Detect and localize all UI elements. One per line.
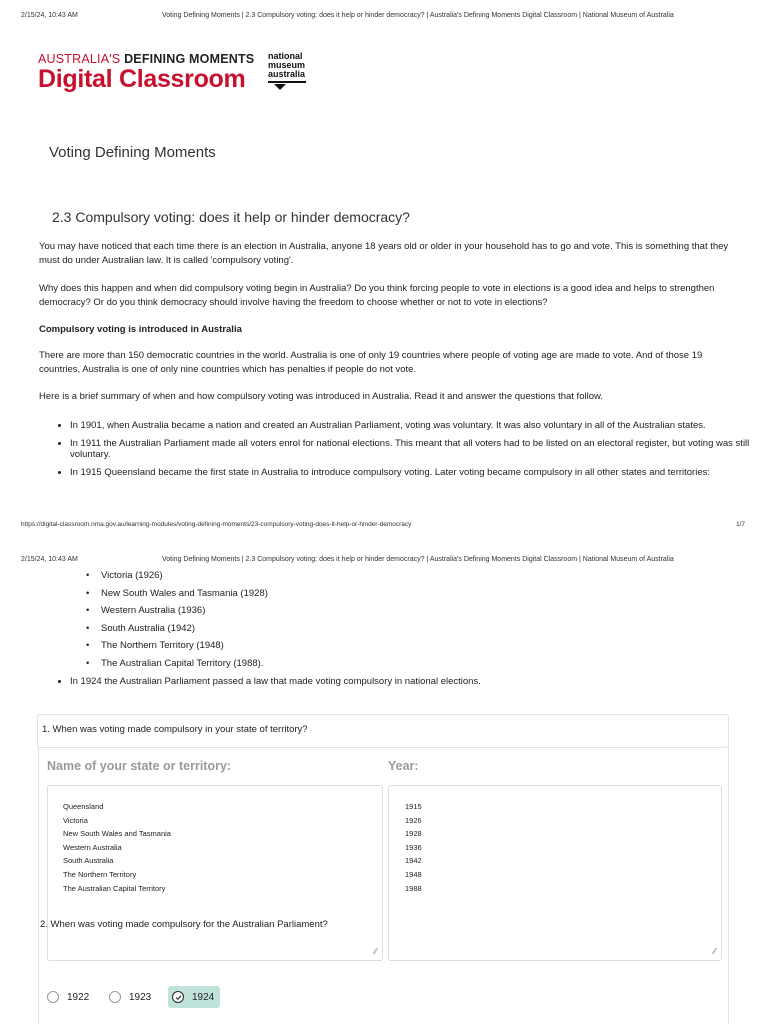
logo-prefix: AUSTRALIA'S	[38, 52, 125, 66]
year-line: 1936	[405, 842, 422, 852]
state-textarea-content	[63, 800, 171, 895]
question-1-card	[37, 714, 729, 748]
radio-circle-icon	[109, 991, 121, 1003]
radio-option-1922[interactable]	[47, 986, 89, 1008]
list-item: • The Northern Territory (1948)	[101, 640, 501, 658]
nma-logo[interactable]	[268, 52, 306, 90]
list-item: • In 1911 the Australian Parliament made all voters enrol for national elections. This meant that all voters had to be listed on an electoral register, but voting was still voluntary.	[70, 438, 750, 461]
subheading: Compulsory voting is introduced in Australia	[39, 324, 242, 335]
state-line: South Australia	[63, 856, 114, 866]
year-line: 1926	[405, 815, 422, 825]
radio-circle-icon	[47, 991, 59, 1003]
year-line: 1928	[405, 829, 422, 839]
print-url: https://digital-classroom.nma.gov.au/learning-modules/voting-defining-moments/23-compulsory-voting-does-it-help-or-hinder-democracy	[21, 521, 412, 528]
state-column-label: Name of your state or territory:	[47, 759, 232, 773]
radio-label: 1923	[129, 991, 152, 1003]
resize-handle-icon[interactable]: ⁄⁄	[374, 947, 377, 956]
page-heading: 2.3 Compulsory voting: does it help or hinder democracy?	[52, 209, 410, 225]
print-title: Voting Defining Moments | 2.3 Compulsory voting: does it help or hinder democracy? | Australia's Defining Moments Digital Classroom | National Museum of Australia	[162, 12, 674, 19]
paragraph-countries: There are more than 150 democratic countries in the world. Australia is one of only 19 countries where people of voting age are made to vote. And of those 19 countries, Australia is one of only nine countries which has penalties if people do not vote.	[39, 350, 703, 375]
parliament-list	[39, 676, 750, 694]
paragraph-summary: Here is a brief summary of when and how compulsory voting was introduced in Australia. Read it and answer the questions that follow.	[39, 391, 603, 402]
paragraph-intro: You may have noticed that each time there is an election in Australia, anyone 18 years old or older in your household has to go and vote. This is something that they must do under Australian law. It is called 'compulsory voting'.	[39, 241, 729, 266]
list-item: • In 1915 Queensland became the first state in Australia to introduce compulsory voting. Later voting became compulsory in all other states and territories:	[70, 467, 750, 479]
nma-line-3: australia	[268, 69, 306, 79]
resize-handle-icon[interactable]: ⁄⁄	[713, 947, 716, 956]
check-icon	[172, 991, 184, 1003]
year-line: 1948	[405, 869, 422, 879]
year-column-label: Year:	[388, 759, 419, 773]
year-textarea[interactable]	[388, 785, 722, 961]
nma-line-2: museum	[268, 60, 306, 70]
list-item: • Western Australia (1936)	[101, 605, 501, 623]
list-item: • In 1901, when Australia became a nation and created an Australian Parliament, voting was voluntary. It was also voluntary in all of the Australian states.	[70, 420, 750, 432]
print-page-number: 1/7	[736, 521, 746, 528]
state-textarea[interactable]	[47, 785, 383, 961]
state-line: New South Wales and Tasmania	[63, 829, 171, 839]
state-line: The Northern Territory	[63, 869, 137, 879]
digital-classroom-logo[interactable]	[38, 52, 254, 92]
speech-bubble-icon	[274, 84, 286, 90]
question-2-text: 2. When was voting made compulsory for the Australian Parliament?	[40, 919, 328, 930]
state-line: Victoria	[63, 815, 88, 825]
print-date: 2/15/24, 10:43 AM	[21, 12, 78, 19]
nma-line-1: national	[268, 51, 303, 61]
radio-label: 1924	[192, 991, 215, 1003]
state-dates-list	[101, 570, 501, 675]
list-item: • The Australian Capital Territory (1988).	[101, 658, 501, 676]
list-item: • South Australia (1942)	[101, 623, 501, 641]
list-item: • In 1924 the Australian Parliament passed a law that made voting compulsory in national elections.	[70, 676, 750, 688]
section-title[interactable]: Voting Defining Moments	[49, 144, 216, 161]
radio-option-1924[interactable]	[168, 986, 220, 1008]
nma-bar	[268, 81, 306, 83]
paragraph-questions: Why does this happen and when did compulsory voting begin in Australia? Do you think forcing people to vote in elections is a good idea and helps to strengthen democracy? Or do you think democracy should involve having the freedom to choose whether or not to vote in elections?	[39, 283, 715, 308]
list-item: • Victoria (1926)	[101, 570, 501, 588]
year-line: 1915	[405, 802, 422, 811]
list-item: • New South Wales and Tasmania (1928)	[101, 588, 501, 606]
year-line: 1942	[405, 856, 422, 866]
state-line: Queensland	[63, 802, 104, 811]
print-date: 2/15/24, 10:43 AM	[21, 556, 78, 563]
logo-bold: DEFINING MOMENTS	[124, 52, 255, 66]
print-title: Voting Defining Moments | 2.3 Compulsory voting: does it help or hinder democracy? | Australia's Defining Moments Digital Classroom | National Museum of Australia	[162, 556, 674, 563]
radio-label: 1922	[67, 991, 90, 1003]
year-textarea-content	[405, 800, 422, 895]
radio-option-1923[interactable]	[109, 986, 151, 1008]
logo-main-text: Digital Classroom	[38, 65, 246, 93]
state-line: The Australian Capital Territory	[63, 883, 166, 893]
state-line: Western Australia	[63, 842, 122, 852]
question-1-text: 1. When was voting made compulsory in your state of territory?	[42, 724, 308, 735]
history-list	[39, 420, 750, 484]
year-line: 1988	[405, 883, 422, 893]
